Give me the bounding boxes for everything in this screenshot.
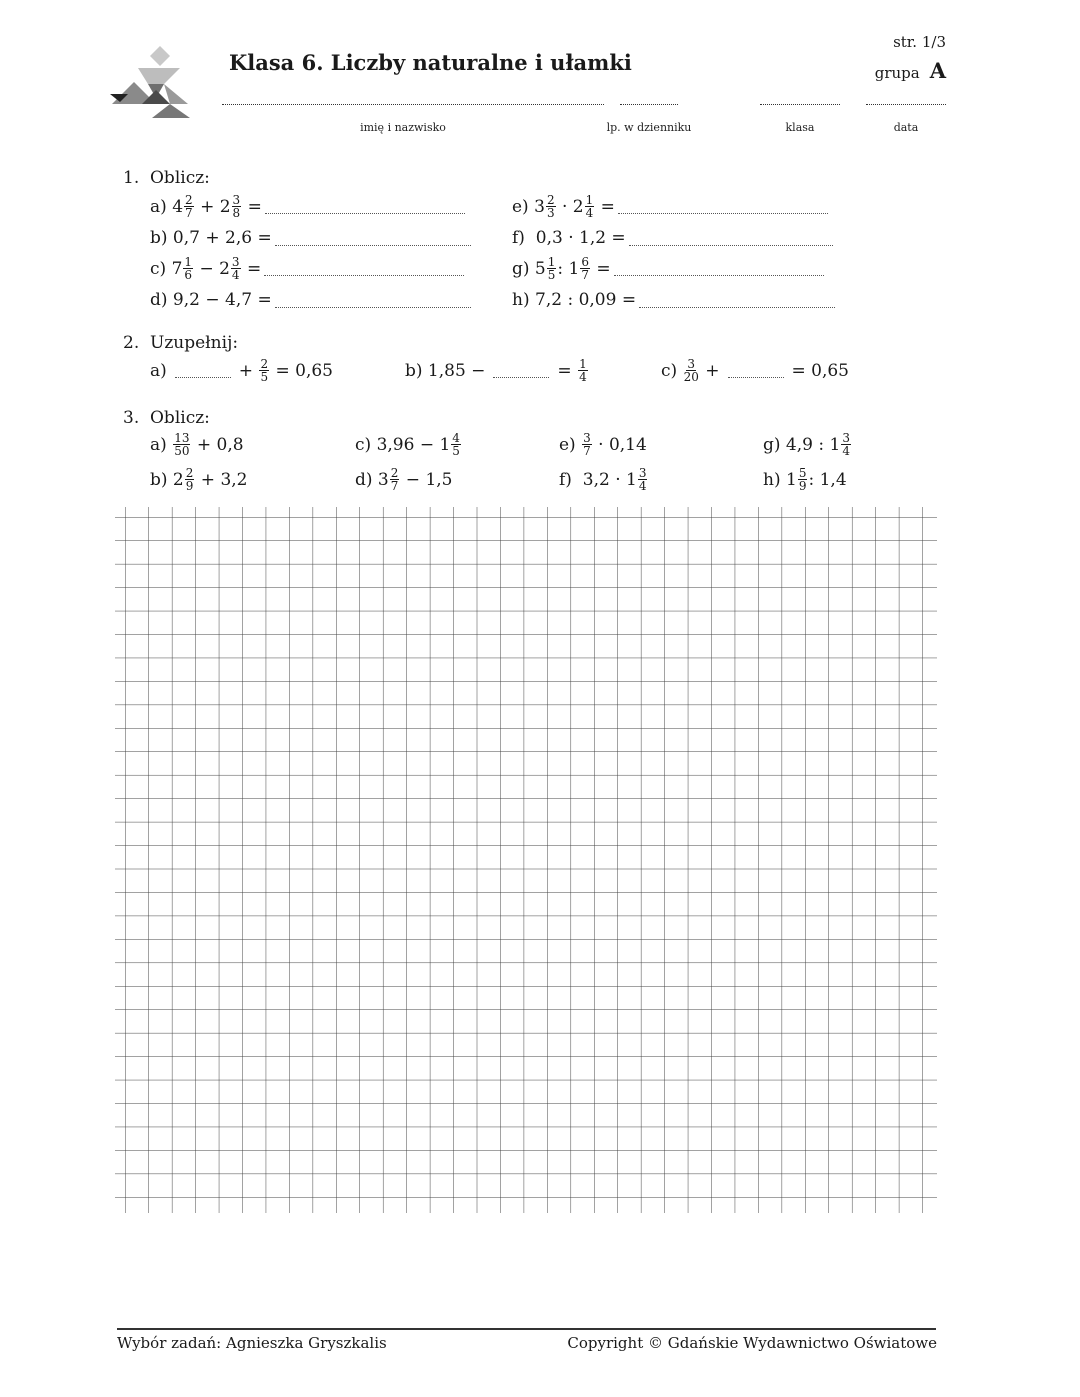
task3-item-g: g) 4,9 : 1 $\frac{3}{4}$ bbox=[763, 431, 850, 458]
fraction: $\frac{2}{7}$ bbox=[185, 193, 193, 220]
fraction: $\frac{3}{7}$ bbox=[583, 431, 591, 458]
task3-item-a: a) $\frac{13}{50}$ + 0,8 bbox=[150, 431, 244, 458]
group-indicator bbox=[875, 58, 946, 83]
task3-item-f: f) 3,2 · 1 $\frac{3}{4}$ bbox=[559, 466, 647, 493]
fraction: $\frac{1}{6}$ bbox=[184, 255, 193, 282]
answer-field[interactable] bbox=[639, 293, 835, 308]
fraction: $\frac{3}{4}$ bbox=[842, 431, 850, 458]
date-field[interactable] bbox=[866, 104, 946, 105]
answer-field[interactable] bbox=[175, 363, 231, 378]
footer-copyright: Copyright © Gdańskie Wydawnictwo Oświatowe bbox=[567, 1334, 937, 1352]
fraction: $\frac{1}{5}$ bbox=[547, 255, 556, 282]
task3-item-c: c) 3,96 − 1 $\frac{4}{5}$ bbox=[355, 431, 460, 458]
class-field-caption: klasa bbox=[785, 121, 815, 134]
fraction: $\frac{2}{7}$ bbox=[390, 466, 399, 493]
task1-item-h: h) 7,2 : 0,09 = bbox=[512, 290, 835, 310]
fraction: $\frac{3}{4}$ bbox=[231, 255, 240, 282]
fraction: $\frac{1}{4}$ bbox=[579, 357, 587, 384]
task2-item-b: b) 1,85 − = $\frac{1}{4}$ bbox=[405, 357, 587, 384]
page-number: str. 1/3 bbox=[893, 33, 946, 51]
fraction: $\frac{1}{4}$ bbox=[585, 193, 594, 220]
fraction: $\frac{3}{8}$ bbox=[232, 193, 241, 220]
task3-item-b: b) 2 $\frac{2}{9}$ + 3,2 bbox=[150, 466, 248, 493]
fraction: $\frac{2}{3}$ bbox=[546, 193, 555, 220]
task2-item-c: c) $\frac{3}{20}$ + = 0,65 bbox=[661, 357, 849, 384]
task1-item-f: f) 0,3 · 1,2 = bbox=[512, 228, 833, 248]
task1-item-b: b) 0,7 + 2,6 = bbox=[150, 228, 471, 248]
tangram-logo bbox=[108, 44, 194, 120]
task3-item-h: h) 1 $\frac{5}{9}$ : 1,4 bbox=[763, 466, 847, 493]
fraction: $\frac{6}{7}$ bbox=[581, 255, 589, 282]
answer-field[interactable] bbox=[265, 199, 465, 214]
task2-item-a: a) + $\frac{2}{5}$ = 0,65 bbox=[150, 357, 333, 384]
task3-item-d: d) 3 $\frac{2}{7}$ − 1,5 bbox=[355, 466, 453, 493]
footer-divider bbox=[117, 1328, 936, 1330]
answer-field[interactable] bbox=[629, 231, 833, 246]
task1-item-a: a) 4 $\frac{2}{7}$ + 2 $\frac{3}{8}$ = bbox=[150, 194, 465, 219]
task3-item-e: e) $\frac{3}{7}$ · 0,14 bbox=[559, 431, 647, 458]
task1-item-c: c) 7 $\frac{1}{6}$ − 2 $\frac{3}{4}$ = bbox=[150, 256, 464, 281]
answer-field[interactable] bbox=[493, 363, 549, 378]
answer-field[interactable] bbox=[618, 199, 828, 214]
worksheet-title: Klasa 6. Liczby naturalne i ułamki bbox=[229, 50, 632, 75]
fraction: $\frac{3}{4}$ bbox=[638, 466, 647, 493]
task3-number: 3. bbox=[123, 408, 140, 428]
footer-author: Wybór zadań: Agnieszka Gryszkalis bbox=[117, 1334, 387, 1352]
answer-field[interactable] bbox=[728, 363, 784, 378]
date-field-caption: data bbox=[893, 121, 919, 134]
task1-prompt: Oblicz: bbox=[150, 168, 210, 188]
fraction: $\frac{2}{5}$ bbox=[260, 357, 269, 384]
name-field[interactable] bbox=[222, 104, 604, 105]
answer-field[interactable] bbox=[275, 231, 471, 246]
class-field[interactable] bbox=[760, 104, 840, 105]
register-number-caption: lp. w dzienniku bbox=[606, 121, 692, 134]
task1-item-e: e) 3 $\frac{2}{3}$ · 2 $\frac{1}{4}$ = bbox=[512, 194, 828, 219]
squared-grid[interactable] bbox=[115, 507, 937, 1213]
group-label: grupa bbox=[874, 64, 920, 82]
fraction: $\frac{3}{20}$ bbox=[683, 357, 699, 384]
fraction: $\frac{4}{5}$ bbox=[452, 431, 460, 458]
name-field-caption: imię i nazwisko bbox=[360, 121, 446, 134]
task1-number: 1. bbox=[123, 168, 140, 188]
task2-number: 2. bbox=[123, 333, 140, 353]
answer-field[interactable] bbox=[614, 261, 824, 276]
group-letter: A bbox=[929, 58, 946, 83]
fraction: $\frac{5}{9}$ bbox=[798, 466, 807, 493]
answer-field[interactable] bbox=[264, 261, 464, 276]
register-number-field[interactable] bbox=[620, 104, 678, 105]
task3-prompt: Oblicz: bbox=[150, 408, 210, 428]
task1-item-d: d) 9,2 − 4,7 = bbox=[150, 290, 471, 310]
answer-field[interactable] bbox=[275, 293, 471, 308]
fraction: $\frac{13}{50}$ bbox=[174, 431, 190, 458]
fraction: $\frac{2}{9}$ bbox=[185, 466, 194, 493]
task2-prompt: Uzupełnij: bbox=[150, 333, 239, 353]
task1-item-g: g) 5 $\frac{1}{5}$ : 1 $\frac{6}{7}$ = bbox=[512, 256, 824, 281]
